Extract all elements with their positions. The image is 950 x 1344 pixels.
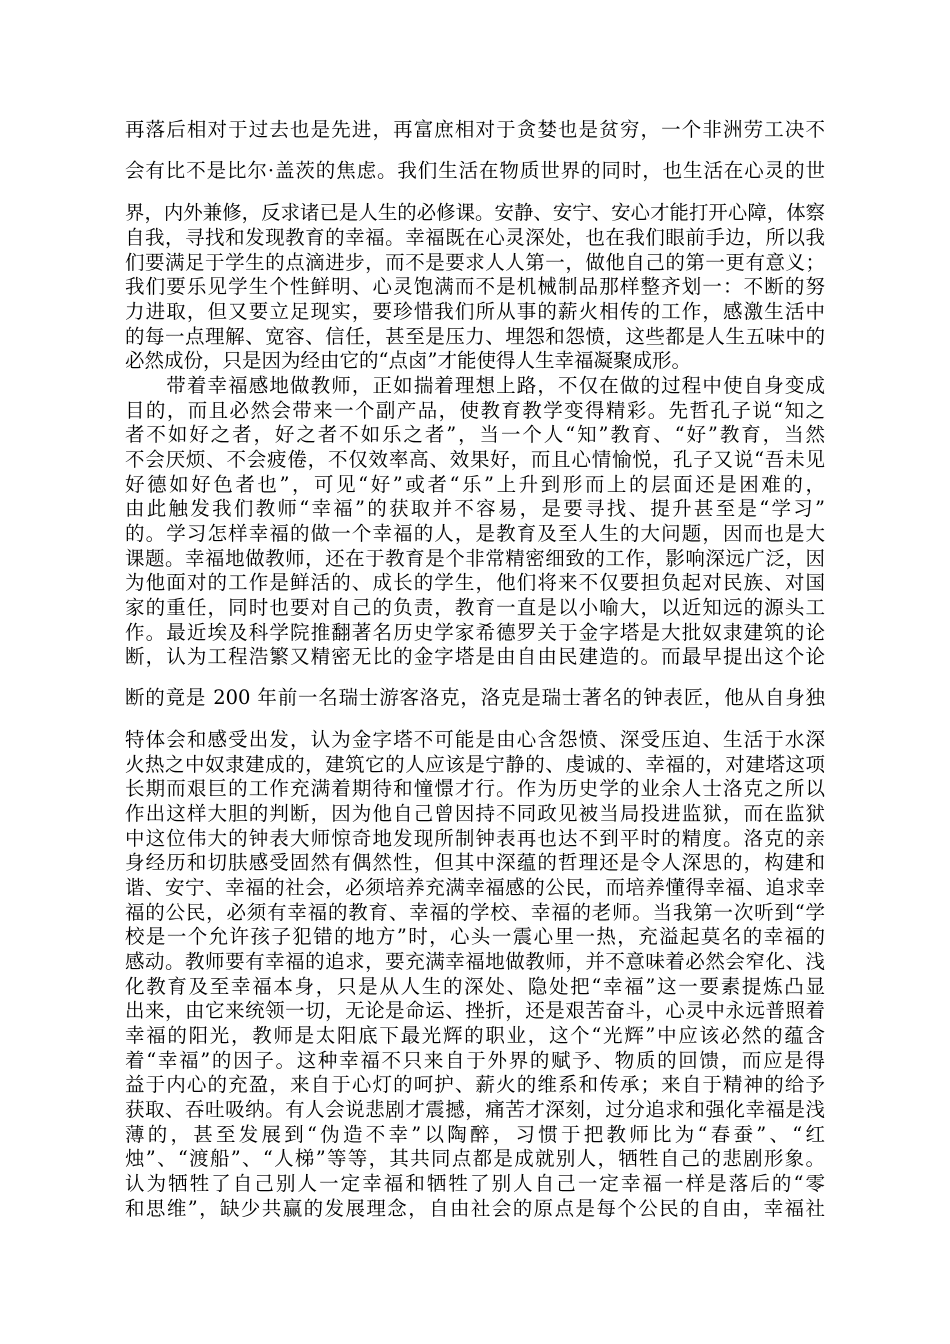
- text-line: 由此触发我们教师“幸福”的获取并不容易，是要寻找、提升甚至是“学习”: [125, 497, 825, 520]
- text-line: 特体会和感受出发，认为金字塔不可能是由心含怨愤、深受压迫、生活于水深: [125, 728, 825, 751]
- text-line: 我们要乐见学生个性鲜明、心灵饱满而不是机械制品那样整齐划一：不断的努: [125, 275, 825, 298]
- text-line: 出来，由它来统领一切，无论是命运、挫折，还是艰苦奋斗，心灵中永远普照着: [125, 999, 825, 1022]
- text-line: 为他面对的工作是鲜活的、成长的学生，他们将来不仅要担负起对民族、对国: [125, 571, 825, 594]
- text-line: 带着幸福感地做教师，正如揣着理想上路，不仅在做的过程中使自身变成: [125, 374, 825, 397]
- text-line: 认为牺牲了自己别人一定幸福和牺牲了别人自己一定幸福一样是落后的“零: [125, 1172, 825, 1195]
- text-line: 作。最近埃及科学院推翻著名历史学家希德罗关于金字塔是大批奴隶建筑的论: [125, 621, 825, 644]
- text-line: 界，内外兼修，反求诸已是人生的必修课。安静、安宁、安心才能打开心障，体察: [125, 201, 825, 224]
- text-line: 断，认为工程浩繁又精密无比的金字塔是由自由民建造的。而最早提出这个论: [125, 645, 825, 668]
- text-line: 获取、吞吐吸纳。有人会说悲剧才震撼，痛苦才深刻，过分追求和强化幸福是浅: [125, 1098, 825, 1121]
- text-line: 火热之中奴隶建成的，建筑它的人应该是宁静的、虔诚的、幸福的，对建塔这项: [125, 753, 825, 776]
- text-line: 福的公民，必须有幸福的教育、幸福的学校、幸福的老师。当我第一次听到“学: [125, 901, 825, 924]
- text-line: 薄的，甚至发展到“伪造不幸”以陶醉，习惯于把教师比为“春蚕”、“红: [125, 1123, 825, 1146]
- text-line: 断的竟是 200 年前一名瑞士游客洛克，洛克是瑞士著名的钟表匠，他从自身独: [125, 686, 825, 709]
- text-line: 家的重任，同时也要对自己的负责，教育一直是以小喻大，以近知远的源头工: [125, 596, 825, 619]
- text-line: 的每一点理解、宽容、信任，甚至是压力、埋怨和怨愤，这些都是人生五味中的: [125, 325, 825, 348]
- text-line: 力进取，但又要立足现实，要珍惜我们所从事的薪火相传的工作，感激生活中: [125, 300, 825, 323]
- text-line: 幸福的阳光，教师是太阳底下最光辉的职业，这个“光辉”中应该必然的蕴含: [125, 1024, 825, 1047]
- text-line: 谐、安宁、幸福的社会，必须培养充满幸福感的公民，而培养懂得幸福、追求幸: [125, 876, 825, 899]
- text-line: 身经历和切肤感受固然有偶然性，但其中深蕴的哲理还是令人深思的，构建和: [125, 851, 825, 874]
- text-line: 长期而艰巨的工作充满着期待和憧憬才行。作为历史学的业余人士洛克之所以: [125, 777, 825, 800]
- text-line: 中这位伟大的钟表大师惊奇地发现所制钟表再也达不到平时的精度。洛克的亲: [125, 827, 825, 850]
- text-line: 作出这样大胆的判断，因为他自己曾因持不同政见被当局投进监狱，而在监狱: [125, 802, 825, 825]
- text-line: 会有比不是比尔·盖茨的焦虑。我们生活在物质世界的同时，也生活在心灵的世: [125, 159, 825, 182]
- text-line: 课题。幸福地做教师，还在于教育是个非常精密细致的工作，影响深远广泛，因: [125, 547, 825, 570]
- text-line: 感动。教师要有幸福的追求，要充满幸福地做教师，并不意味着必然会窄化、浅: [125, 950, 825, 973]
- text-line: 的。学习怎样幸福的做一个幸福的人，是教育及至人生的大问题，因而也是大: [125, 522, 825, 545]
- text-line: 化教育及至幸福本身，只是从人生的深处、隐处把“幸福”这一要素提炼凸显: [125, 975, 825, 998]
- text-line: 们要满足于学生的点滴进步，而不是要求人人第一，做他自己的第一更有意义；: [125, 251, 825, 274]
- text-line: 必然成份，只是因为经由它的“点卤”才能使得人生幸福凝聚成形。: [125, 349, 691, 372]
- text-line: 不会厌烦、不会疲倦，不仅效率高、效果好，而且心情愉悦，孔子又说“吾未见: [125, 448, 825, 471]
- text-line: 和思维”，缺少共赢的发展理念，自由社会的原点是每个公民的自由，幸福社: [125, 1197, 825, 1220]
- text-line: 目的，而且必然会带来一个副产品，使教育教学变得精彩。先哲孔子说“知之: [125, 399, 825, 422]
- text-line: 益于内心的充盈，来自于心灯的呵护、薪火的维系和传承；来自于精神的给予: [125, 1073, 825, 1096]
- text-line: 校是一个允许孩子犯错的地方”时，心头一震心里一热，充溢起莫名的幸福的: [125, 925, 825, 948]
- text-line: 者不如好之者，好之者不如乐之者”，当一个人“知”教育、“好”教育，当然: [125, 423, 825, 446]
- text-line: 着“幸福”的因子。这种幸福不只来自于外界的赋予、物质的回馈，而应是得: [125, 1049, 825, 1072]
- text-line: 自我，寻找和发现教育的幸福。幸福既在心灵深处，也在我们眼前手边，所以我: [125, 226, 825, 249]
- text-line: 烛”、“渡船”、“人梯”等等，其共同点都是成就别人，牺牲自己的悲剧形象。: [125, 1147, 825, 1170]
- text-line: 再落后相对于过去也是先进，再富庶相对于贪婪也是贫穷，一个非洲劳工决不: [125, 118, 825, 141]
- text-line: 好德如好色者也”，可见“好”或者“乐”上升到形而上的层面还是困难的，: [125, 473, 825, 496]
